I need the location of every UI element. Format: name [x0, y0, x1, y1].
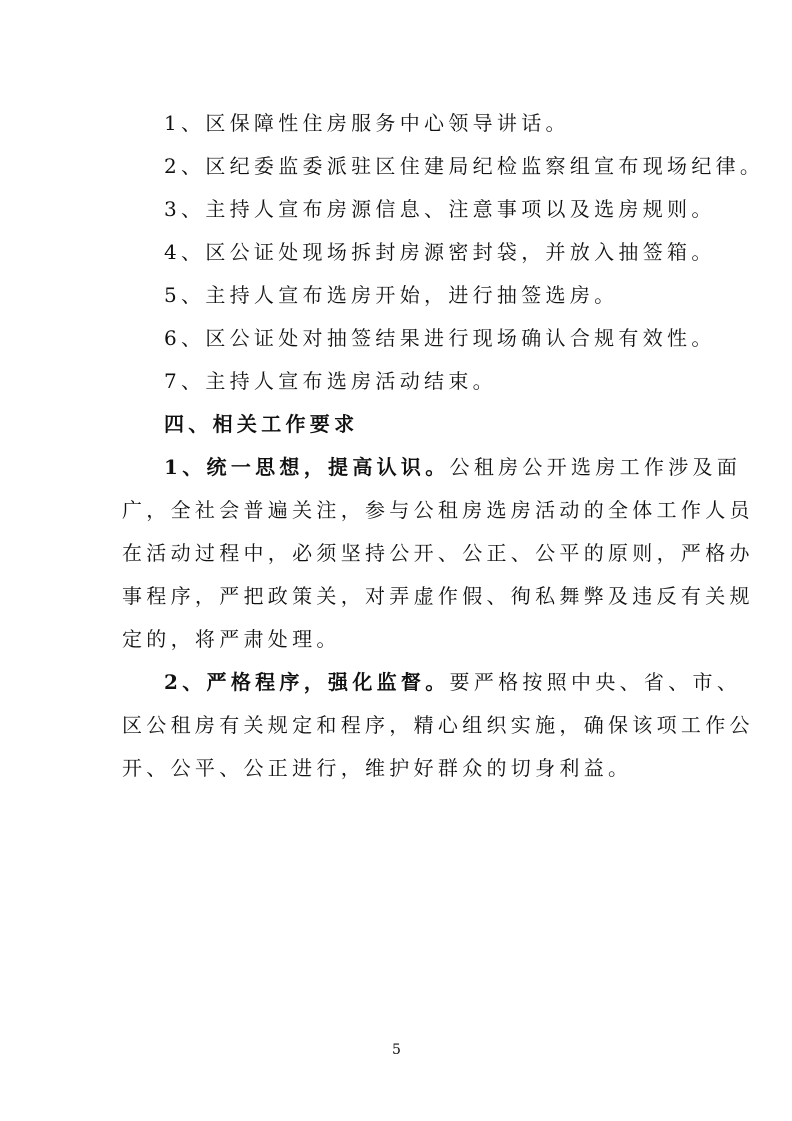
requirement-1-line-5: 定的，将严肃处理。 [122, 627, 341, 651]
requirement-2-line-2: 区公租房有关规定和程序，精心组织实施，确保该项工作公 [122, 713, 754, 737]
procedure-step-3: 3、主持人宣布房源信息、注意事项以及选房规则。 [164, 197, 716, 221]
requirement-1-line-3: 在活动过程中，必须坚持公开、公正、公平的原则，严格办 [122, 541, 754, 565]
procedure-step-4: 4、区公证处现场拆封房源密封袋，并放入抽签箱。 [164, 240, 716, 264]
procedure-step-2: 2、区纪委监委派驻区住建局纪检监察组宣布现场纪律。 [164, 154, 765, 178]
requirement-1-first-line [164, 454, 741, 480]
procedure-step-5: 5、主持人宣布选房开始，进行抽签选房。 [164, 283, 619, 307]
section-heading: 四、相关工作要求 [164, 412, 359, 436]
requirement-1-line-4: 事程序，严把政策关，对弄虚作假、徇私舞弊及违反有关规 [122, 584, 754, 608]
procedure-step-7: 7、主持人宣布选房活动结束。 [164, 369, 497, 393]
requirement-2-text: 要严格按照中央、省、市、 [449, 670, 742, 694]
requirement-1-line-2: 广，全社会普遍关注，参与公租房选房活动的全体工作人员 [122, 498, 754, 522]
requirement-2-title: 2、严格程序，强化监督。 [164, 670, 450, 694]
requirement-1-text: 公租房公开选房工作涉及面 [449, 455, 742, 479]
page-number: 5 [392, 1042, 401, 1058]
procedure-step-1: 1、区保障性住房服务中心领导讲话。 [164, 111, 570, 135]
requirement-1-title: 1、统一思想，提高认识。 [164, 455, 450, 479]
requirement-2-line-3: 开、公平、公正进行，维护好群众的切身利益。 [122, 756, 633, 780]
procedure-step-6: 6、区公证处对抽签结果进行现场确认合规有效性。 [164, 326, 716, 350]
requirement-2-first-line [164, 669, 741, 695]
